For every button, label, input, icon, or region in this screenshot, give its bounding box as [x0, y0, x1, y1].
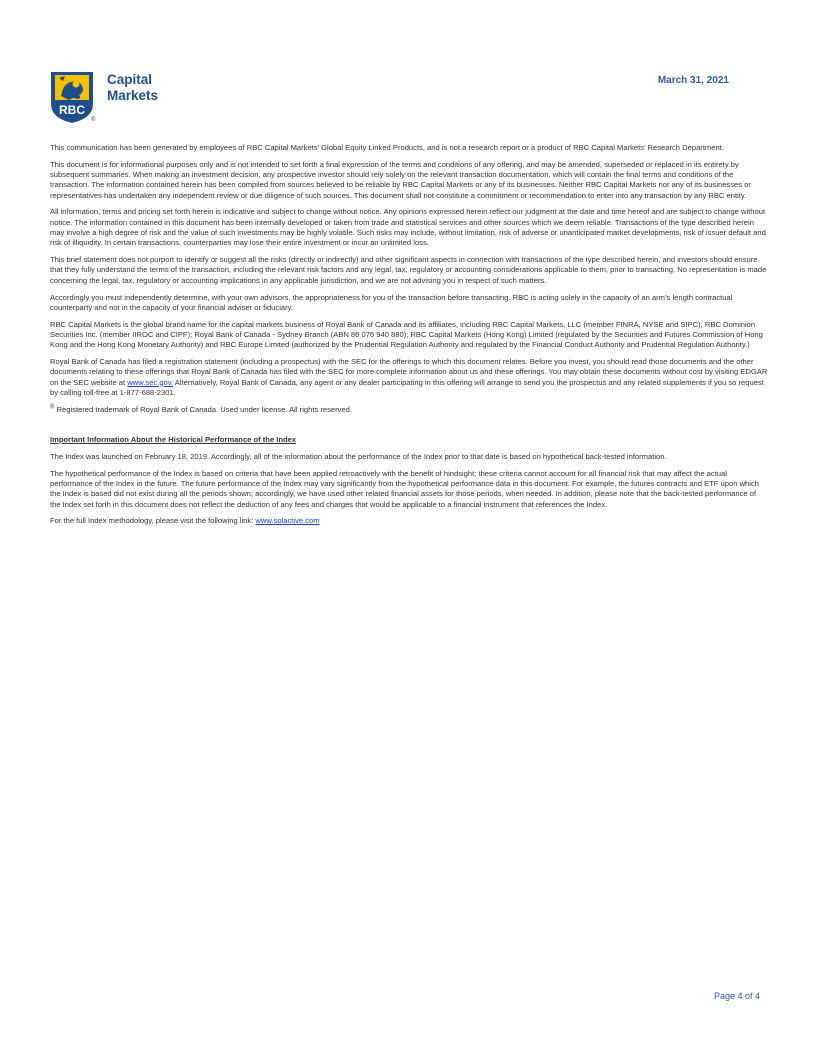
trademark-mark: ® — [50, 404, 55, 411]
registered-mark: ® — [91, 117, 96, 123]
paragraph-11-text: For the full Index methodology, please visit the following link: — [50, 516, 256, 526]
solactive-link[interactable]: www.solactive.com — [255, 516, 320, 526]
paragraph-7-text-b: Alternatively, Royal Bank of Canada, any agent or any dealer participating in this offering will arrange to send you the prospectus and any related supplements if you so request by calling toll-free at 1-877-688-2301. — [50, 377, 764, 397]
svg-text:RBC: RBC — [59, 103, 85, 117]
rbc-lion-shield-icon — [49, 70, 95, 124]
paragraph-9: The Index was launched on February 18, 2019. Accordingly, all of the information about the performance of the Index prior to that date is based on hypothetical back-tested information. — [50, 451, 667, 461]
paragraph-11 — [50, 516, 768, 526]
paragraph-4: This brief statement does not purport to identify or suggest all the risks (directly or indirectly) and other significant aspects in connection with transactions of the type described herein, and investors should ensure that they fully understand the terms of the transaction, including the relevant risk factors and any legal, tax, regulatory or accounting considerations applicable to them, prior to transacting. No representation is made concerning the legal, tax, regulatory or accounting implications in any applicable jurisdiction, and we are not advising you in respect of such matters. — [50, 255, 767, 285]
section-heading: Important Information About the Historical Performance of the Index — [50, 435, 297, 445]
disclaimer-body — [50, 143, 768, 533]
trademark-text: Registered trademark of Royal Bank of Canada. Used under license. All rights reserved. — [54, 404, 352, 414]
sec-website-link[interactable]: www.sec.gov. — [127, 377, 174, 387]
paragraph-6: RBC Capital Markets is the global brand name for the capital markets business of Royal Bank of Canada and its affiliates, including RBC Capital Markets, LLC (member FINRA, NYSE and SIPC); RBC Dominion Securities Inc. (member IIROC and CIPF); Royal Bank of Canada - Sydney Branch (ABN 86 076 940 880); RBC Capital Markets (Hong Kong) Limited (regulated by the Securities and Futures Commission of Hong Kong and the Hong Kong Monetary Authority) and RBC Europe Limited (authorized by the Prudential Regulation Authority and regulated by the Financial Conduct Authority and Prudential Regulation Authority.) — [50, 319, 763, 350]
page-number: Page 4 of 4 — [713, 991, 760, 1001]
paragraph-8 — [50, 405, 768, 415]
paragraph-7-text-a: Royal Bank of Canada has filed a registration statement (including a prospectus) with the SEC for the offerings to which this document relates. Before you invest, you should read those documents and the other documents relating to these offerings that Royal Bank of Canada has filed with the SEC for more complete information about us and these offerings. You may obtain these documents without cost by visiting EDGAR on the SEC website at — [50, 357, 768, 387]
paragraph-7 — [50, 357, 768, 398]
paragraph-5: Accordingly you must independently determine, with your own advisors, the appropriateness for you of the transaction before transacting. RBC is acting solely in the capacity of an arm’s length contractual counterparty and not in the capacity of your financial adviser or fiduciary. — [50, 292, 733, 312]
paragraph-1: This communication has been generated by employees of RBC Capital Markets’ Global Equity Linked Products, and is not a research report or a product of RBC Capital Markets’ Research Department. — [50, 143, 724, 152]
paragraph-10: The hypothetical performance of the Index is based on criteria that have been applied retroactively with the benefit of hindsight; these criteria cannot account for all financial risk that may affect the actual performance of the Index in the future. The future performance of the Index may vary significantly from the hypothetical performance data in this document. For example, the futures contracts and ETF upon which the Index is based did not exist during all the periods shown; accordingly, we have used other related financial assets for those periods, when needed. In addition, please note that the back-tested performance of the Index set forth in this document does not reflect the deduction of any fees and charges that would be applicable to a financial instrument that references the Index. — [50, 468, 759, 509]
brand-line-markets: Markets — [107, 88, 159, 103]
brand-line-capital: Capital — [107, 72, 153, 87]
brand-name — [107, 72, 158, 104]
paragraph-3: All information, terms and pricing set forth herein is indicative and subject to change without notice. Any opinions expressed herein reflect our judgment at the date and time hereof and are subject to change without notice. The information contained in this document has been internally developed or taken from trade and statistical services and other sources which we deem reliable. Transactions of the type described herein may involve a high degree of risk and the value of such investments may be highly volatile. Such risks may include, without limitation, risk of adverse or unanticipated market developments, risk of issuer default and risk of illiquidity. In certain transactions, counterparties may lose their entire investment or incur an unlimited loss. — [50, 207, 766, 248]
paragraph-2: This document is for informational purposes only and is not intended to set forth a final expression of the terms and conditions of any offering, and may be amended, superseded or replaced in its entirety by subsequent summaries. When making an investment decision, any prospective investor should rely solely on the relevant transaction documentation, which will contain the final terms and conditions of the transaction. The information contained herein has been compiled from sources believed to be reliable by RBC Capital Markets or any of its businesses. Neither RBC Capital Markets nor any of its businesses or representatives has undertaken any independent review or due diligence of such sources. This document shall not constitute a commitment or recommendation to enter into any transaction by any RBC entity. — [50, 159, 751, 200]
document-date: March 31, 2021 — [657, 75, 729, 86]
rbc-logo — [49, 70, 179, 126]
